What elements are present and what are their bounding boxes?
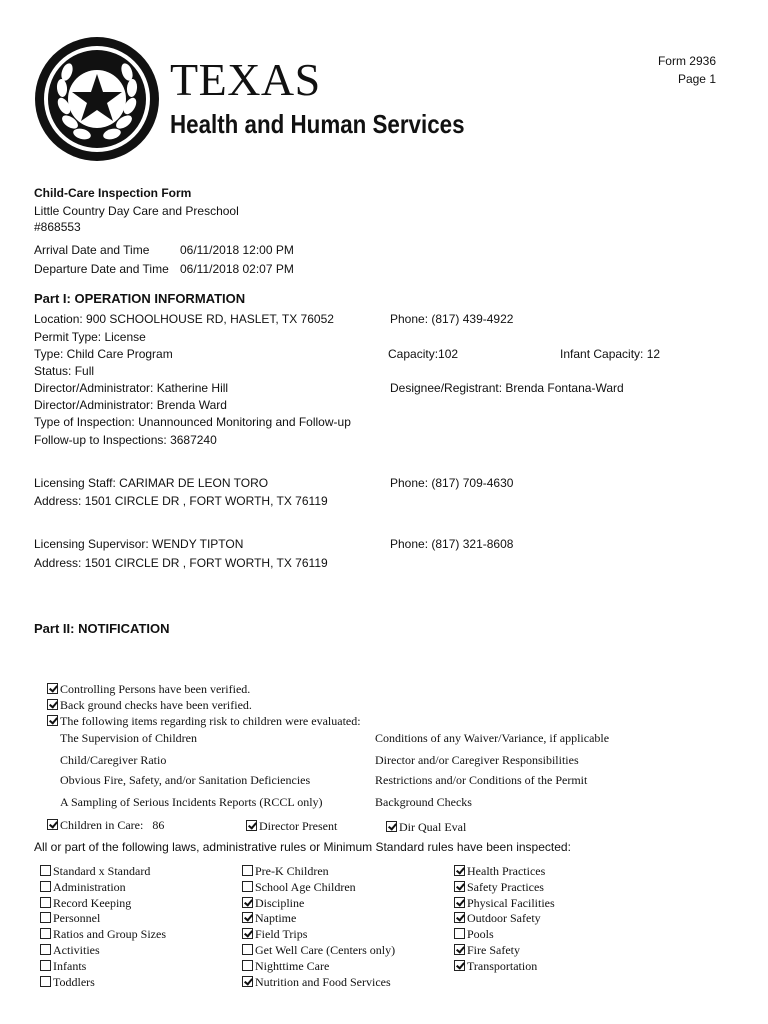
capacity: Capacity:102 xyxy=(388,347,459,361)
rule-label: Personnel xyxy=(53,911,101,925)
designee: Designee/Registrant: Brenda Fontana-Ward xyxy=(390,381,624,395)
check-background[interactable] xyxy=(47,698,252,712)
rule-item[interactable] xyxy=(40,880,126,894)
location: Location: 900 SCHOOLHOUSE RD, HASLET, TX 76052 xyxy=(34,312,334,326)
rule-label: Activities xyxy=(53,943,100,957)
dir-qual-eval[interactable] xyxy=(386,820,466,834)
risk-item: Background Checks xyxy=(375,795,472,809)
director-present[interactable] xyxy=(246,819,337,833)
checkbox-icon[interactable] xyxy=(242,960,253,971)
checkbox-icon[interactable] xyxy=(242,897,253,908)
checkbox-icon[interactable] xyxy=(40,897,51,908)
checkbox-icon[interactable] xyxy=(454,944,465,955)
infant-capacity: Infant Capacity: 12 xyxy=(560,347,661,361)
checkbox-icon[interactable] xyxy=(40,928,51,939)
rule-item[interactable] xyxy=(454,959,537,973)
rule-label: Get Well Care (Centers only) xyxy=(255,943,396,957)
dir-qual-eval-label: Dir Qual Eval xyxy=(399,820,467,834)
children-in-care-value: 86 xyxy=(152,818,165,832)
risk-item: Director and/or Caregiver Responsibilities xyxy=(375,753,579,767)
rule-item[interactable] xyxy=(40,911,100,925)
rule-label: Nighttime Care xyxy=(255,959,330,973)
rule-item[interactable] xyxy=(454,896,555,910)
risk-item: Restrictions and/or Conditions of the Permit xyxy=(375,773,588,787)
rule-label: Health Practices xyxy=(467,864,546,878)
risk-item: Conditions of any Waiver/Variance, if applicable xyxy=(375,731,610,745)
checkbox-icon[interactable] xyxy=(242,881,253,892)
rule-item[interactable] xyxy=(454,927,494,941)
rule-label: Ratios and Group Sizes xyxy=(53,927,166,941)
part1-heading: Part I: OPERATION INFORMATION xyxy=(34,291,246,306)
rule-item[interactable] xyxy=(454,880,544,894)
inspection-type: Type of Inspection: Unannounced Monitoring and Follow-up xyxy=(34,415,351,429)
rule-item[interactable] xyxy=(40,959,86,973)
checkbox-icon[interactable] xyxy=(454,960,465,971)
status: Status: Full xyxy=(34,364,95,378)
checkbox-icon[interactable] xyxy=(454,881,465,892)
operation-name: Little Country Day Care and Preschool xyxy=(34,204,239,218)
departure-value: 06/11/2018 02:07 PM xyxy=(180,262,294,276)
checkbox-icon[interactable] xyxy=(47,715,58,726)
checkbox-icon[interactable] xyxy=(454,912,465,923)
checkbox-icon[interactable] xyxy=(47,683,58,694)
rule-label: Record Keeping xyxy=(53,896,132,910)
checkbox-icon[interactable] xyxy=(40,912,51,923)
rule-label: Safety Practices xyxy=(467,880,544,894)
checkbox-icon[interactable] xyxy=(242,976,253,987)
texas-hhs-seal-logo xyxy=(34,36,160,162)
licensing-supervisor-phone: Phone: (817) 321-8608 xyxy=(390,537,514,551)
operation-number: #868553 xyxy=(34,220,81,234)
director-present-label: Director Present xyxy=(259,819,338,833)
checkbox-icon[interactable] xyxy=(40,960,51,971)
operation-phone: Phone: (817) 439-4922 xyxy=(390,312,514,326)
rule-item[interactable] xyxy=(40,943,100,957)
part2-heading: Part II: NOTIFICATION xyxy=(34,621,170,636)
checkbox-icon[interactable] xyxy=(242,944,253,955)
rule-label: Pools xyxy=(467,927,494,941)
rule-item[interactable] xyxy=(40,864,150,878)
checkbox-icon[interactable] xyxy=(386,821,397,832)
checkbox-icon[interactable] xyxy=(454,897,465,908)
check-risk-evaluated[interactable] xyxy=(47,714,361,728)
rule-label: Fire Safety xyxy=(467,943,520,957)
children-in-care-label: Children in Care: xyxy=(60,818,144,832)
departure-label: Departure Date and Time xyxy=(34,262,169,276)
form-number: Form 2936 xyxy=(657,54,716,68)
checkbox-icon[interactable] xyxy=(454,865,465,876)
licensing-staff-address: Address: 1501 CIRCLE DR , FORT WORTH, TX 76119 xyxy=(34,494,328,508)
check-label: Back ground checks have been verified. xyxy=(60,698,252,712)
director-1: Director/Administrator: Katherine Hill xyxy=(34,381,229,395)
brand-texas: TEXAS xyxy=(170,54,321,105)
checkbox-icon[interactable] xyxy=(242,865,253,876)
rule-label: Pre-K Children xyxy=(255,864,329,878)
rule-item[interactable] xyxy=(454,864,545,878)
risk-item: A Sampling of Serious Incidents Reports (RCCL only) xyxy=(60,795,323,809)
rule-item[interactable] xyxy=(454,911,541,925)
check-label: The following items regarding risk to children were evaluated: xyxy=(60,714,361,728)
director-2: Director/Administrator: Brenda Ward xyxy=(34,398,227,412)
rule-label: Field Trips xyxy=(255,927,308,941)
rule-item[interactable] xyxy=(242,927,307,941)
checkbox-icon[interactable] xyxy=(242,912,253,923)
rule-item[interactable] xyxy=(40,896,131,910)
licensing-staff-phone: Phone: (817) 709-4630 xyxy=(390,476,514,490)
followup: Follow-up to Inspections: 3687240 xyxy=(34,433,217,447)
rule-item[interactable] xyxy=(454,943,520,957)
rule-label: Nutrition and Food Services xyxy=(255,975,391,989)
checkbox-icon[interactable] xyxy=(47,699,58,710)
checkbox-icon[interactable] xyxy=(40,865,51,876)
brand-hhs: Health and Human Services xyxy=(170,109,465,139)
rule-item[interactable] xyxy=(242,943,395,957)
rule-label: Infants xyxy=(53,959,87,973)
arrival-label: Arrival Date and Time xyxy=(34,243,150,257)
rule-item[interactable] xyxy=(242,896,304,910)
risk-item: Obvious Fire, Safety, and/or Sanitation Deficiencies xyxy=(60,773,311,787)
check-label: Controlling Persons have been verified. xyxy=(60,682,251,696)
licensing-supervisor-address: Address: 1501 CIRCLE DR , FORT WORTH, TX 76119 xyxy=(34,556,328,570)
checkbox-icon[interactable] xyxy=(40,881,51,892)
rule-item[interactable] xyxy=(242,880,356,894)
licensing-supervisor: Licensing Supervisor: WENDY TIPTON xyxy=(34,537,244,551)
rule-item[interactable] xyxy=(242,911,296,925)
licensing-staff: Licensing Staff: CARIMAR DE LEON TORO xyxy=(34,476,269,490)
rule-item[interactable] xyxy=(40,975,95,989)
checkbox-icon[interactable] xyxy=(246,820,257,831)
check-controlling-persons[interactable] xyxy=(47,682,250,696)
children-in-care[interactable] xyxy=(47,818,164,832)
rule-item[interactable] xyxy=(40,927,166,941)
checkbox-icon[interactable] xyxy=(40,976,51,987)
rules-intro: All or part of the following laws, administrative rules or Minimum Standard rules have been inspected: xyxy=(34,840,571,854)
rule-label: Standard x Standard xyxy=(53,864,151,878)
rule-label: Outdoor Safety xyxy=(467,911,541,925)
checkbox-icon[interactable] xyxy=(242,928,253,939)
arrival-value: 06/11/2018 12:00 PM xyxy=(180,243,294,257)
risk-item: The Supervision of Children xyxy=(60,731,197,745)
rule-item[interactable] xyxy=(242,864,329,878)
rule-item[interactable] xyxy=(242,959,329,973)
rule-label: School Age Children xyxy=(255,880,356,894)
checkbox-icon[interactable] xyxy=(454,928,465,939)
rule-label: Administration xyxy=(53,880,126,894)
rule-label: Naptime xyxy=(255,911,297,925)
form-title: Child-Care Inspection Form xyxy=(34,186,192,200)
page-number: Page 1 xyxy=(677,72,716,86)
rule-label: Transportation xyxy=(467,959,538,973)
checkbox-icon[interactable] xyxy=(40,944,51,955)
rule-label: Physical Facilities xyxy=(467,896,555,910)
rule-item[interactable] xyxy=(242,975,391,989)
risk-item: Child/Caregiver Ratio xyxy=(60,753,167,767)
rule-label: Discipline xyxy=(255,896,305,910)
operation-type: Type: Child Care Program xyxy=(34,347,173,361)
checkbox-icon[interactable] xyxy=(47,819,58,830)
rule-label: Toddlers xyxy=(53,975,95,989)
permit-type: Permit Type: License xyxy=(34,330,146,344)
